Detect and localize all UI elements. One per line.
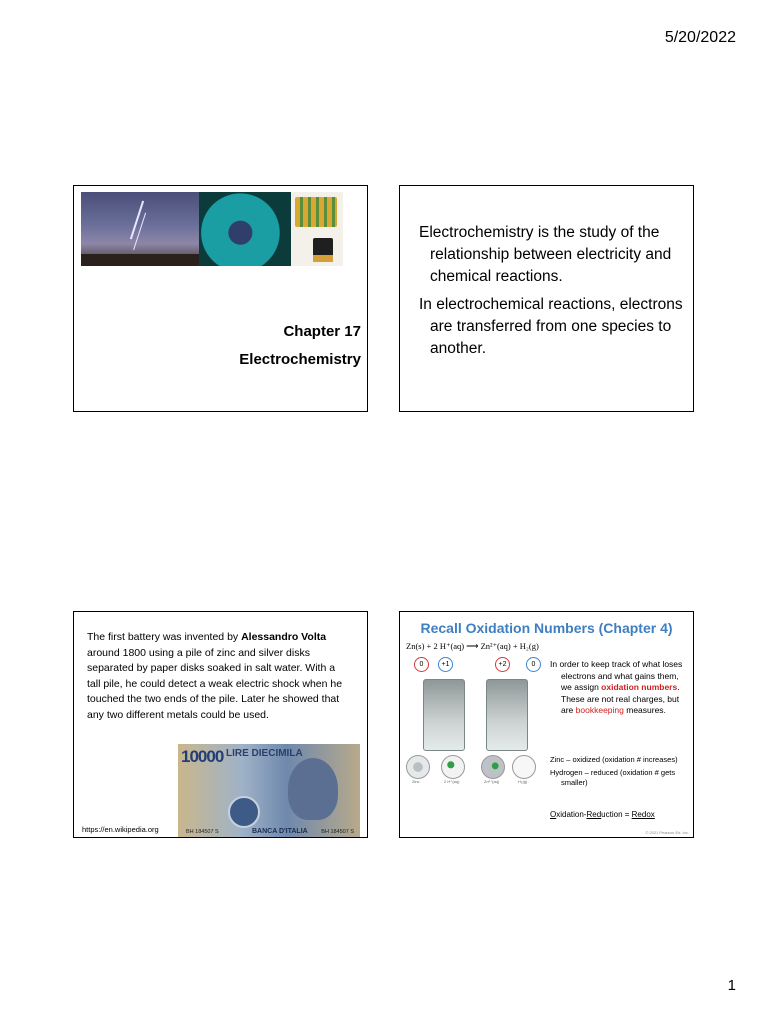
chapter-title: Electrochemistry [239,351,361,368]
redox-definition: Oxidation-Reduction = Redox [550,810,655,819]
chapter-number: Chapter 17 [283,323,361,340]
ox-number-h2: 0 [526,657,541,672]
bill-seal-icon [228,796,260,828]
hydrogen-gas-particle-icon [512,755,536,779]
print-date: 5/20/2022 [664,29,736,46]
beaker-before-photo [423,679,465,751]
slide-4-title: Recall Oxidation Numbers (Chapter 4) [420,620,673,636]
hydrogen-reduced-item: Hydrogen – reduced (oxidation # gets smaller) [550,768,676,787]
term-oxidation-numbers: oxidation numbers [601,682,678,692]
particle-label: Zn²⁺(aq) [484,779,500,784]
lightning-photo [81,192,199,266]
page-number: 1 [727,977,736,994]
slide-4-oxidation-numbers [399,611,694,838]
static-hair-photo [199,192,291,266]
zinc-oxidized-item: Zinc – oxidized (oxidation # increases) [550,755,678,764]
battery-cells-icon [295,197,337,227]
image-source-link[interactable]: https://en.wikipedia.org [82,825,159,834]
definition-paragraph-1: Electrochemistry is the study of the relationship between electricity and chemical reactions. [419,224,672,285]
rooftops-silhouette [81,254,199,266]
hydrogen-ion-particle-icon [441,755,465,779]
zinc-acid-equation: Zn(s) + 2 H⁺(aq) ⟶ Zn²⁺(aq) + H₂(g) [406,641,539,651]
particle-label: 2 H⁺(aq) [444,779,460,784]
title-photos [81,192,343,266]
ox-number-h-plus: +1 [438,657,453,672]
volta-paragraph: The first battery was invented by Alessandro Volta around 1800 using a pile of zinc and silver disks separated by paper disks soaked in salt water. With a tall pile, he could detect a weak electric shock when he touched the two ends of the pile. Later he showed that any two different metals could be used. [87,631,343,721]
particle-label: Zinc [412,779,420,784]
bill-lire-text: LIRE DIECIMILA [226,748,303,759]
oxidized-reduced-list [550,755,690,791]
bill-serial-right: BH 184507 S [321,829,354,835]
beaker-after-photo [486,679,528,751]
zinc-ion-particle-icon [481,755,505,779]
slide-1-title [73,185,368,412]
volta-name: Alessandro Volta [241,631,327,643]
zinc-particle-icon [406,755,430,779]
ox-number-zn: 0 [414,657,429,672]
slide-3-volta [73,611,368,838]
lightning-bolt-icon [130,201,144,240]
bill-serial-left: BH 184507 S [186,829,219,835]
copyright-notice: © 2021 Pearson Ed. Inc. [645,830,689,835]
ox-number-zn2-plus: +2 [495,657,510,672]
definition-text [419,222,687,366]
bill-bank-name: BANCA D'ITALIA [252,828,308,835]
oxidation-explanation [550,659,690,717]
slide-1-heading [239,318,361,374]
battery-photo [291,192,343,266]
nine-volt-battery-icon [313,238,333,262]
lire-banknote-image [178,744,360,838]
definition-paragraph-2: In electrochemical reactions, electrons are transferred from one species to another. [419,296,683,357]
explanation-p1: In order to keep track of what loses electrons and what gains them, we assign oxidation numbers. These are not real charges, but are bookkeeping measures. [550,659,683,715]
volta-portrait [288,758,338,820]
term-bookkeeping: bookkeeping [575,705,624,715]
slide-2-definition [399,185,694,412]
particle-label: H₂(g) [518,779,528,784]
bill-denomination: 10000 [181,747,224,766]
